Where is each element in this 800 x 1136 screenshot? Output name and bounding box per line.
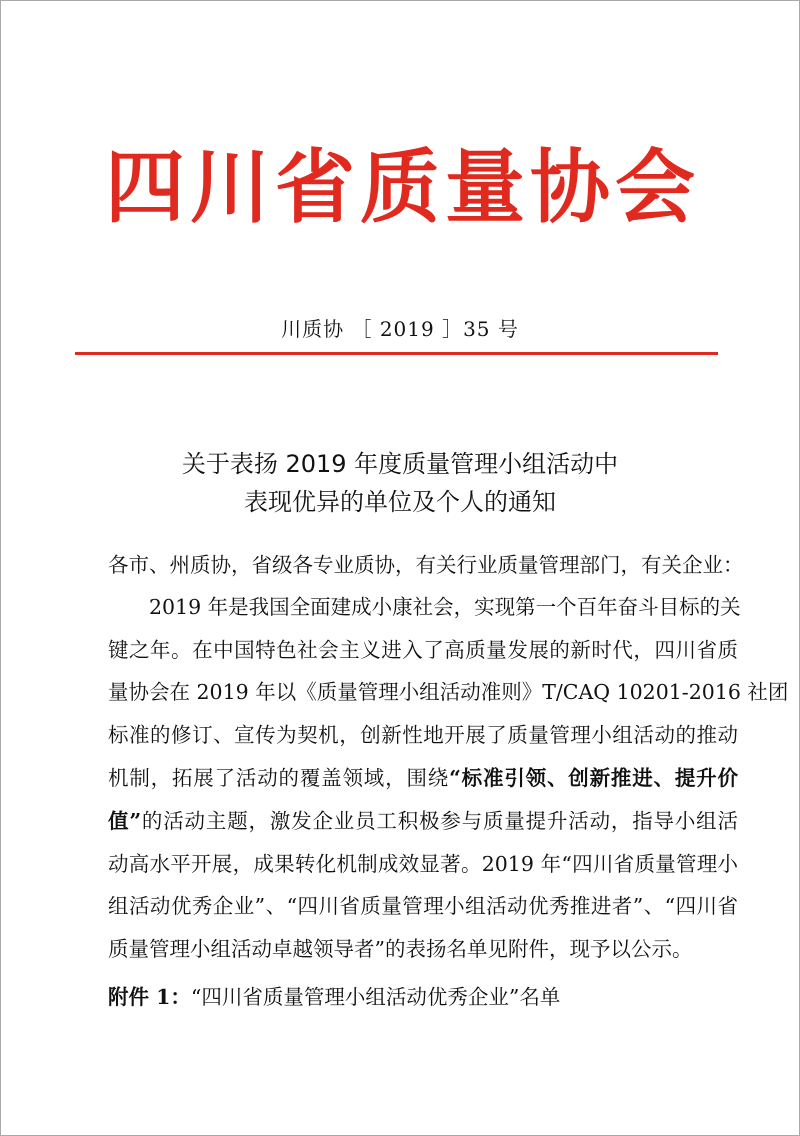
org-name-char: 量 (445, 141, 525, 234)
body-line (108, 934, 738, 964)
body-text: 键之年。在中国特色社会主义进入了高质量发展的新时代，四川省质 (108, 638, 738, 662)
org-name-char: 四 (105, 141, 185, 234)
org-name-heading (105, 138, 695, 238)
body-text: 量协会在 2019 年以《质量管理小组活动准则》T/CAQ 10201-2016 社团 (108, 680, 789, 704)
attachment-line (108, 982, 738, 1012)
org-name-char: 质 (360, 141, 440, 234)
body-text: 标准的修订、宣传为契机，创新性地开展了质量管理小组活动的推动 (108, 723, 738, 747)
body-line (108, 550, 744, 580)
body-text: 2019 年是我国全面建成小康社会，实现第一个百年奋斗目标的关 (108, 595, 741, 619)
body-line (108, 891, 738, 921)
body-line (108, 592, 741, 622)
notice-title-line-1: 关于表扬 2019 年度质量管理小组活动中 (181, 450, 619, 478)
org-name-char: 协 (530, 141, 610, 234)
body-line (108, 806, 738, 836)
attachment-label: 附件 1： (108, 985, 191, 1009)
bold-text: “标准引领、创新推进、提升价 (449, 766, 738, 790)
body-text: 各市、州质协，省级各专业质协，有关行业质量管理部门，有关企业： (108, 553, 744, 577)
body-line (108, 763, 738, 793)
attachment-text: “四川省质量管理小组活动优秀企业”名单 (190, 985, 561, 1009)
org-name-char: 会 (615, 141, 695, 234)
body-text: 组活动优秀企业”、“四川省质量管理小组活动优秀推进者”、“四川省 (108, 894, 738, 918)
body-line (108, 635, 738, 665)
body-line (108, 849, 738, 879)
body-line (108, 677, 789, 707)
body-text: 的活动主题，激发企业员工积极参与质量提升活动，指导小组活 (141, 809, 738, 833)
body-text: 质量管理小组活动卓越领导者”的表扬名单见附件，现予以公示。 (108, 937, 693, 961)
body-text: 动高水平开展，成果转化机制成效显著。2019 年“四川省质量管理小 (108, 852, 738, 876)
notice-title-line-2: 表现优异的单位及个人的通知 (244, 488, 556, 516)
document-number: 川质协 ［ 2019 ］35 号 (281, 317, 519, 341)
org-name-char: 川 (190, 141, 270, 234)
body-line (108, 720, 738, 750)
body-text: 机制，拓展了活动的覆盖领域，围绕 (108, 766, 450, 790)
red-divider (75, 352, 718, 355)
bold-text: 值” (108, 809, 142, 833)
org-name-char: 省 (275, 141, 355, 234)
